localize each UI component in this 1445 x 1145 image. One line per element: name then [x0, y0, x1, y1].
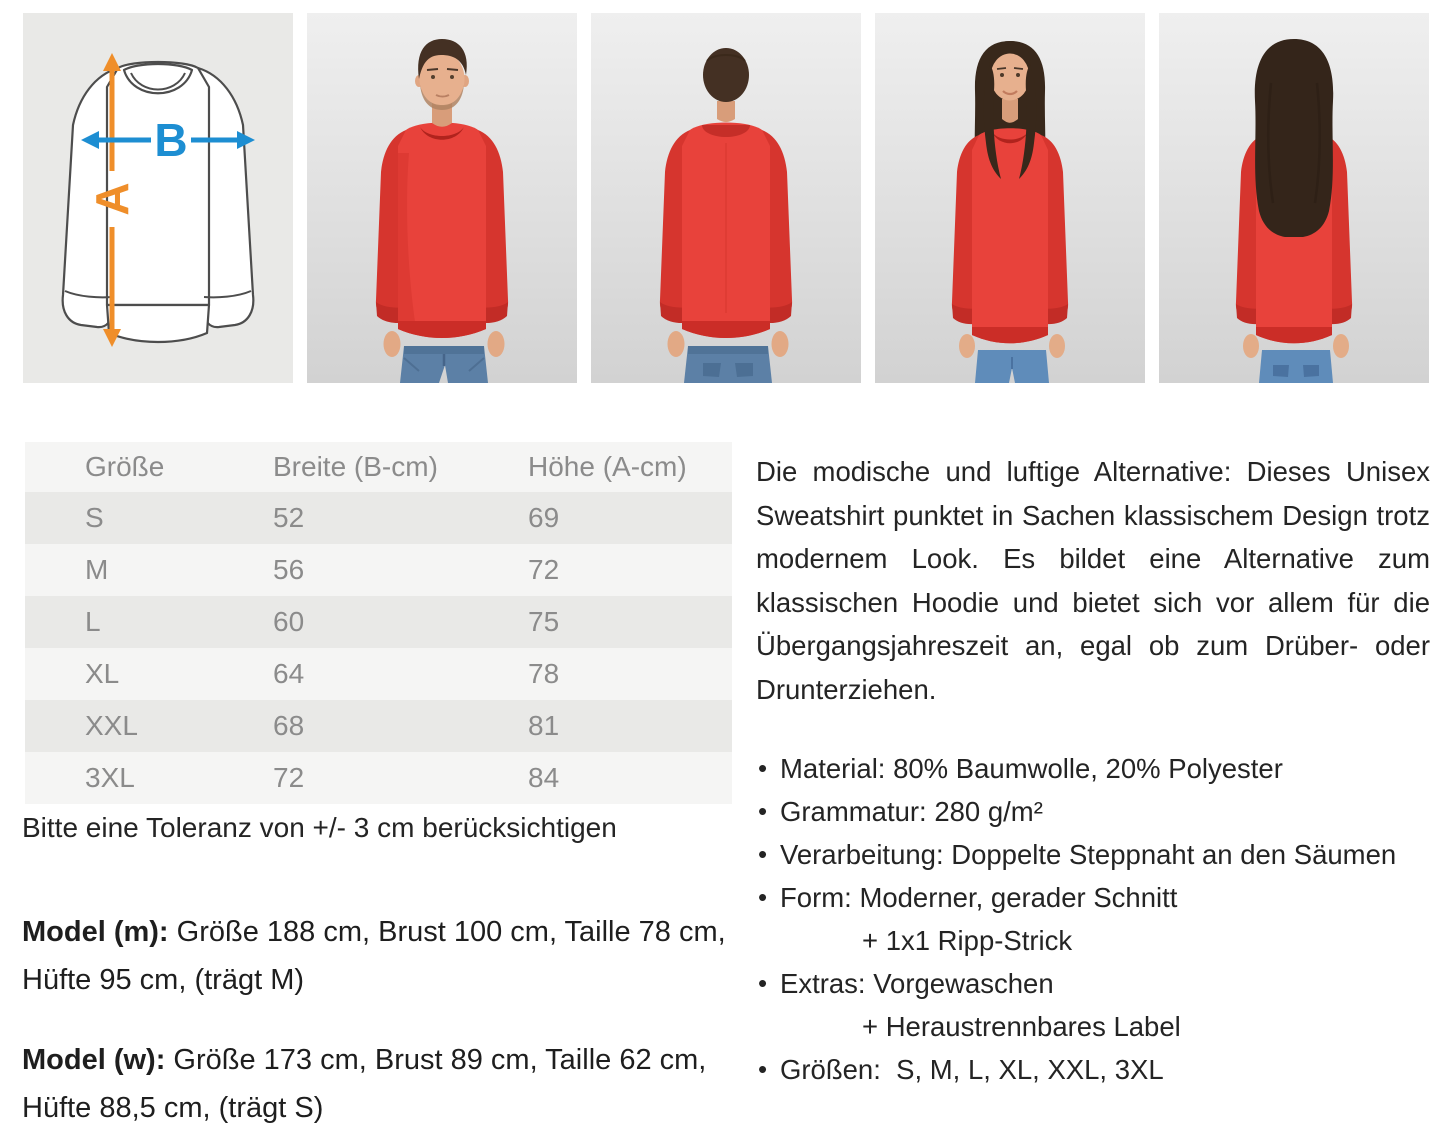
table-cell: 72 — [528, 554, 560, 585]
feature-continuation — [756, 1005, 1445, 1048]
feature-text: + Heraustrennbares Label — [862, 1011, 1181, 1042]
col-header-height: Höhe (A-cm) — [528, 442, 732, 492]
table-row — [25, 752, 732, 804]
feature-text: + 1x1 Ripp-Strick — [862, 925, 1073, 956]
label-b: B — [154, 114, 188, 166]
table-cell: 52 — [273, 502, 305, 533]
woman-back-illustration — [1159, 13, 1429, 383]
photo-man-back — [591, 13, 861, 383]
bullet-icon: • — [758, 968, 768, 998]
feature-item — [756, 876, 1445, 919]
model-w-label: Model (w): — [22, 1044, 166, 1076]
model-m-measurements-2: Hüfte 95 cm, (trägt M) — [22, 964, 305, 996]
feature-text: Größen: S, M, L, XL, XXL, 3XL — [780, 1054, 1164, 1085]
feature-text: Grammatur: 280 g/m² — [780, 796, 1043, 827]
product-description: Die modische und luftige Alternative: Dieses Unisex Sweatshirt punktet in Sachen klassischem Design trotz modernem Look. Es bildet eine Alternative zum klassischen Hoodie und bietet sich vor allem für die Übergangsjahreszeit an, egal ob zum Drüber- oder Drunterziehen. — [756, 456, 1430, 705]
table-cell: 68 — [273, 710, 305, 741]
feature-item — [756, 747, 1445, 790]
table-row — [25, 544, 732, 596]
table-cell: XL — [85, 658, 120, 689]
man-front-illustration — [307, 13, 577, 383]
size-table — [25, 442, 732, 804]
table-cell: L — [85, 606, 101, 637]
col-header-width: Breite (B-cm) — [273, 442, 528, 492]
feature-continuation — [756, 919, 1445, 962]
table-cell: 60 — [273, 606, 305, 637]
feature-text: Verarbeitung: Doppelte Steppnaht an den Säumen — [780, 839, 1397, 870]
man-back-illustration — [591, 13, 861, 383]
table-cell: 84 — [528, 762, 560, 793]
bullet-icon: • — [758, 882, 768, 912]
table-cell: 64 — [273, 658, 305, 689]
label-a: A — [86, 182, 138, 216]
table-row — [25, 648, 732, 700]
table-cell: M — [85, 554, 109, 585]
bullet-icon: • — [758, 753, 768, 783]
bullet-icon: • — [758, 839, 768, 869]
model-m-info — [22, 908, 746, 1004]
bullet-icon: • — [758, 796, 768, 826]
photo-man-front — [307, 13, 577, 383]
model-w-info — [22, 1036, 746, 1132]
table-cell: 69 — [528, 502, 560, 533]
tolerance-note: Bitte eine Toleranz von +/- 3 cm berücksichtigen — [22, 812, 617, 843]
model-m-measurements: Größe 188 cm, Brust 100 cm, Taille 78 cm, — [168, 916, 726, 948]
feature-item — [756, 833, 1445, 876]
model-w-measurements-2: Hüfte 88,5 cm, (trägt S) — [22, 1092, 324, 1124]
feature-item — [756, 962, 1445, 1005]
table-cell: S — [85, 502, 104, 533]
feature-text: Extras: Vorgewaschen — [780, 968, 1054, 999]
table-row — [25, 700, 732, 752]
bullet-icon: • — [758, 1054, 768, 1084]
model-m-label: Model (m): — [22, 916, 169, 948]
feature-text: Material: 80% Baumwolle, 20% Polyester — [780, 753, 1283, 784]
photo-woman-front — [875, 13, 1145, 383]
table-header-row — [25, 442, 732, 492]
feature-text: Form: Moderner, gerader Schnitt — [780, 882, 1178, 913]
size-diagram-panel — [23, 13, 293, 383]
table-cell: 81 — [528, 710, 560, 741]
table-cell: XXL — [85, 710, 138, 741]
woman-front-illustration — [875, 13, 1145, 383]
photo-woman-back — [1159, 13, 1429, 383]
table-cell: 75 — [528, 606, 560, 637]
table-cell: 72 — [273, 762, 305, 793]
feature-item — [756, 1048, 1445, 1091]
table-row — [25, 492, 732, 544]
table-row — [25, 596, 732, 648]
col-header-size: Größe — [25, 442, 273, 492]
feature-list — [756, 747, 1445, 1091]
table-cell: 78 — [528, 658, 560, 689]
feature-item — [756, 790, 1445, 833]
table-cell: 3XL — [85, 762, 135, 793]
table-cell: 56 — [273, 554, 305, 585]
model-w-measurements: Größe 173 cm, Brust 89 cm, Taille 62 cm, — [165, 1044, 707, 1076]
sweatshirt-measurement-diagram — [23, 13, 293, 383]
